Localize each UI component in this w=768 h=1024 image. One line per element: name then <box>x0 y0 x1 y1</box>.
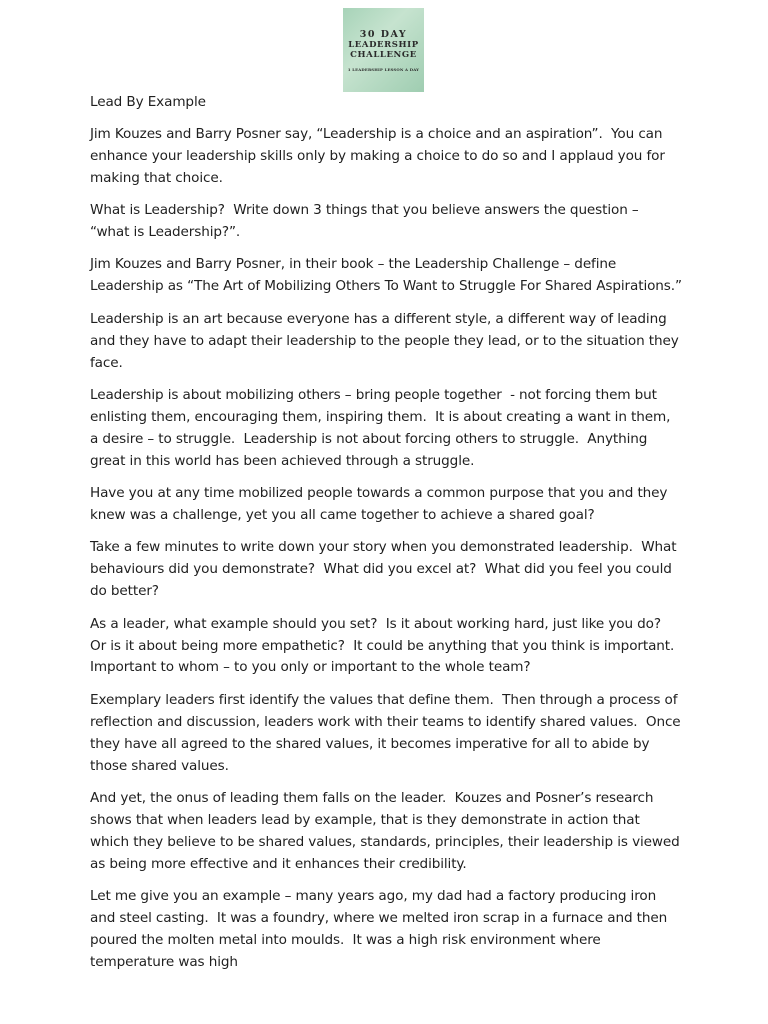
paragraph: Leadership is about mobilizing others – bring people together - not forcing them but enlisting them, encouraging them, inspiring them. It is about creating a want in them, a desire – to struggle. Leadership is not about forcing others to struggle. Anything great in this world has been achieved through a struggle. <box>90 386 675 469</box>
paragraph: Jim Kouzes and Barry Posner say, “Leadership is a choice and an aspiration”. You can enhance your leadership skills only by making a choice to do so and I applaud you for making that choice. <box>90 125 670 186</box>
paragraph: Take a few minutes to write down your story when you demonstrated leadership. What behaviours did you demonstrate? What did you excel at? What did you feel you could do better? <box>90 539 681 600</box>
document-body <box>90 92 685 984</box>
paragraph: Let me give you an example – many years ago, my dad had a factory producing iron and steel casting. It was a foundry, where we melted iron scrap in a furnace and then poured the molten metal into moulds. It was a high risk environment where temperature was high <box>90 888 672 970</box>
challenge-logo <box>343 8 424 92</box>
paragraph: Leadership is an art because everyone has a different style, a different way of leading and they have to adapt their leadership to the people they lead, or to the situation they face. <box>90 310 683 371</box>
paragraph: And yet, the onus of leading them falls on the leader. Kouzes and Posner’s research shows that when leaders lead by example, that is they demonstrate in action that which they believe to be shared values, standards, principles, their leadership is viewed as being more effective and it enhances their credibility. <box>90 789 684 872</box>
paragraph: What is Leadership? Write down 3 things that you believe answers the question – “what is Leadership?”. <box>90 202 643 241</box>
logo-line-2: LEADERSHIP <box>348 39 419 50</box>
document-title: Lead By Example <box>90 94 206 110</box>
paragraph: Exemplary leaders first identify the values that define them. Then through a process of reflection and discussion, leaders work with their teams to identify shared values. Once they have all agreed to the shared values, it becomes imperative for all to abide by those shared values. <box>90 691 685 774</box>
paragraph: Have you at any time mobilized people towards a common purpose that you and they knew was a challenge, yet you all came together to achieve a shared goal? <box>90 485 672 523</box>
logo-line-3: CHALLENGE <box>350 50 417 60</box>
logo-line-1: 30 DAY <box>359 28 408 40</box>
logo-line-4: 1 LEADERSHIP LESSON A DAY <box>347 66 420 72</box>
paragraph: As a leader, what example should you set? Is it about working hard, just like you do? Or is it about being more empathetic? It could be anything that you think is important. Important to whom – to you only or important to the whole team? <box>90 615 683 676</box>
paragraph: Jim Kouzes and Barry Posner, in their book – the Leadership Challenge – define Leadership as “The Art of Mobilizing Others To Want to Struggle For Shared Aspirations.” <box>90 256 682 295</box>
